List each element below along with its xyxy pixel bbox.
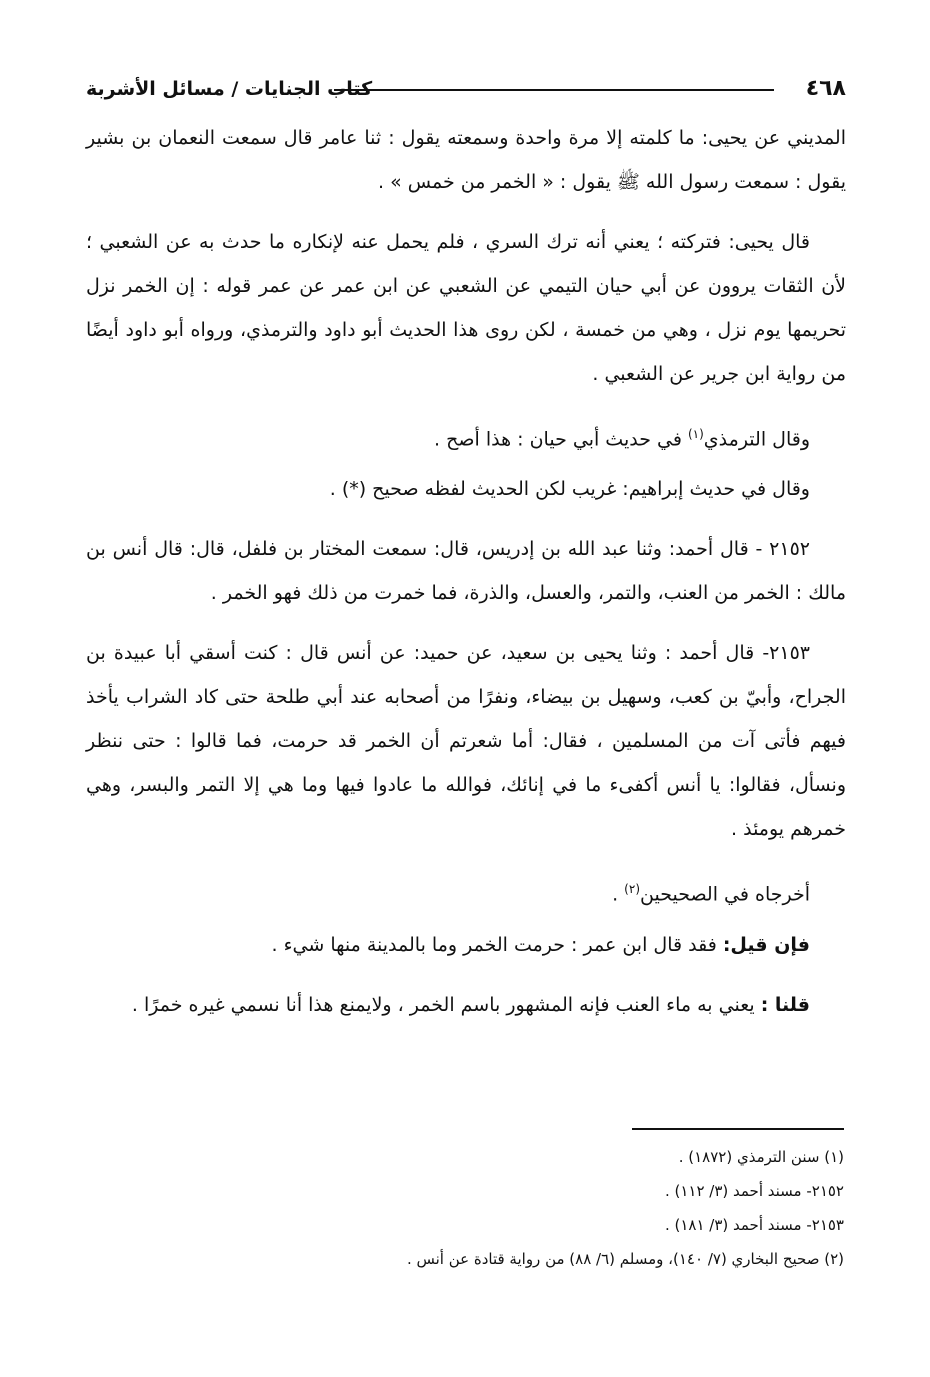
paragraph-reply [86,983,846,1027]
objection-text: فقد قال ابن عمر : حرمت الخمر وما بالمدينة منها شيء . [271,933,723,956]
footnote-rule [632,1128,844,1130]
hadith-2152: ٢١٥٢ - قال أحمد: وثنا عبد الله بن إدريس، قال: سمعت المختار بن فلفل، قال: قال أنس بن مالك : الخمر من العنب، والتمر، والعسل، والذرة، فما خمرت من ذلك فهو الخمر . [86,538,846,605]
paragraph-objection [86,923,846,967]
paragraph-3-after: في حديث أبي حيان : هذا أصح . [434,428,688,451]
paragraph-4: وقال في حديث إبراهيم: غريب لكن الحديث لفظه صحيح (*) . [329,478,810,501]
page-number: ٤٦٨ [805,76,846,101]
main-text [86,116,846,1043]
footnote-2153: ٢١٥٣- مسند أحمد (٣/ ١٨١) . [664,1216,844,1234]
paragraph-2: قال يحيى: فتركته ؛ يعني أنه ترك السري ، فلم يحمل عنه لإنكاره ما حدث به عن الشعبي ؛ لأن الثقات يروون عن أبي حيان التيمي عن الشعبي عن ابن عمر عن عمر قوله : إن الخمر نزل تحريمها يوم نزل ، وهي من خمسة ، لكن روى هذا الحديث أبو داود والترمذي، ورواه أبو داود أيضًا من رواية ابن جرير عن الشعبي . [86,231,846,385]
footnotes [84,1140,844,1276]
header-rule [334,89,774,91]
paragraph-3-before: وقال الترمذي [703,428,810,451]
reply-text: يعني به ماء العنب فإنه المشهور باسم الخمر ، ولايمنع هذا أنا نسمي غيره خمرًا . [131,993,761,1016]
paragraph-3 [86,412,846,461]
footnote-2: (٢) صحيح البخاري (٧/ ١٤٠)، ومسلم (٦/ ٨٨) من رواية قتادة عن أنس . [406,1250,844,1268]
footnote-ref-2: (٢) [624,882,640,897]
running-title: كتاب الجنايات / مسائل الأشربة [86,78,373,100]
hadith-2153: ٢١٥٣- قال أحمد : وثنا يحيى بن سعيد، عن حميد: عن أنس قال : كنت أسقي أبا عبيدة بن الجراح، وأبيّ بن كعب، وسهيل بن بيضاء، ونفرًا من أصحابه عند أبي طلحة حتى كاد الشراب يأخذ فيهم فأتى آت من المسلمين ، فقال: أما شعرتم أن الخمر قد حرمت، فما قالوا : حتى ننظر ونسأل، فقالوا: يا أنس أكفىء ما في إنائك، فوالله ما عادوا فيها وما هي إلا التمر والبسر، وهي خمرهم يومئذ . [86,642,846,841]
paragraph-takhrij [86,867,846,916]
footnote-ref-1: (١) [687,427,704,441]
objection-lead: فإن قيل: [722,933,810,956]
page-header [86,72,846,106]
takhrij-after: . [612,883,625,906]
paragraph-1: المديني عن يحيى: ما كلمته إلا مرة واحدة وسمعته يقول : ثنا عامر قال سمعت النعمان بن بشير يقول : سمعت رسول الله ﷺ يقول : « الخمر من خمس » . [86,127,846,193]
takhrij-before: أخرجاه في الصحيحين [640,883,810,906]
footnote-1: (١) سنن الترمذي (١٨٧٢) . [678,1148,844,1166]
footnote-2152: ٢١٥٢- مسند أحمد (٣/ ١١٢) . [664,1182,844,1200]
reply-lead: قلنا : [760,993,810,1016]
